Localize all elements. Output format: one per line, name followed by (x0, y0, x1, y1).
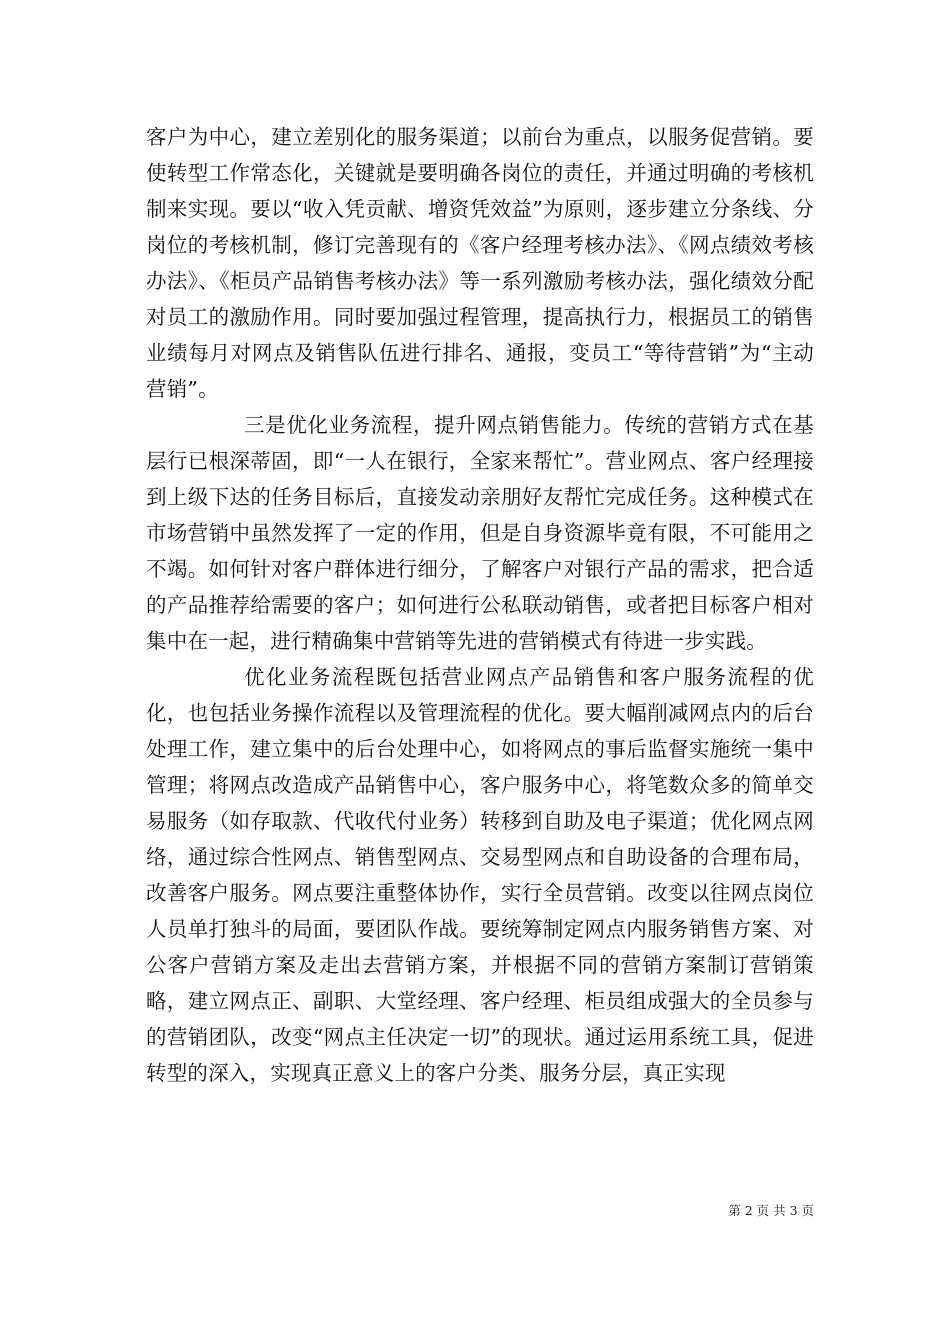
page-number-footer: 第 2 页 共 3 页 (728, 1203, 814, 1218)
paragraph-3: 优化业务流程既包括营业网点产品销售和客户服务流程的优化，也包括业务操作流程以及管理流程的优化。要大幅削减网点内的后台处理工作，建立集中的后台处理中心，如将网点的事后监督实施统一集中管理；将网点改造成产品销售中心，客户服务中心，将笔数众多的简单交易服务（如存取款、代收代付业务）转移到自助及电子渠道；优化网点网络，通过综合性网点、销售型网点、交易型网点和自助设备的合理布局，改善客户服务。网点要注重整体协作，实行全员营销。改变以往网点岗位人员单打独斗的局面，要团队作战。要统筹制定网点内服务销售方案、对公客户营销方案及走出去营销方案，并根据不同的营销方案制订营销策略，建立网点正、副职、大堂经理、客户经理、柜员组成强大的全员参与的营销团队，改变“网点主任决定一切”的现状。通过运用系统工具，促进转型的深入，实现真正意义上的客户分类、服务分层，真正实现 (146, 665, 814, 1085)
paragraph-1: 客户为中心，建立差别化的服务渠道；以前台为重点，以服务促营销。要使转型工作常态化，关键就是要明确各岗位的责任，并通过明确的考核机制来实现。要以“收入凭贡献、增资凭效益”为原则，逐步建立分条线、分岗位的考核机制，修订完善现有的《客户经理考核办法》、《网点绩效考核办法》、《柜员产品销售考核办法》等一系列激励考核办法，强化绩效分配对员工的激励作用。同时要加强过程管理，提高执行力，根据员工的销售业绩每月对网点及销售队伍进行排名、通报，变员工“等待营销”为“主动营销”。 (146, 125, 814, 401)
paragraph-2: 三是优化业务流程，提升网点销售能力。传统的营销方式在基层行已根深蒂固，即“一人在银行，全家来帮忙”。营业网点、客户经理接到上级下达的任务目标后，直接发动亲朋好友帮忙完成任务。这种模式在市场营销中虽然发挥了一定的作用，但是自身资源毕竟有限，不可能用之不竭。如何针对客户群体进行细分，了解客户对银行产品的需求，把合适的产品推荐给需要的客户；如何进行公私联动销售，或者把目标客户相对集中在一起，进行精确集中营销等先进的营销模式有待进一步实践。 (146, 413, 814, 653)
document-body (146, 119, 814, 1091)
